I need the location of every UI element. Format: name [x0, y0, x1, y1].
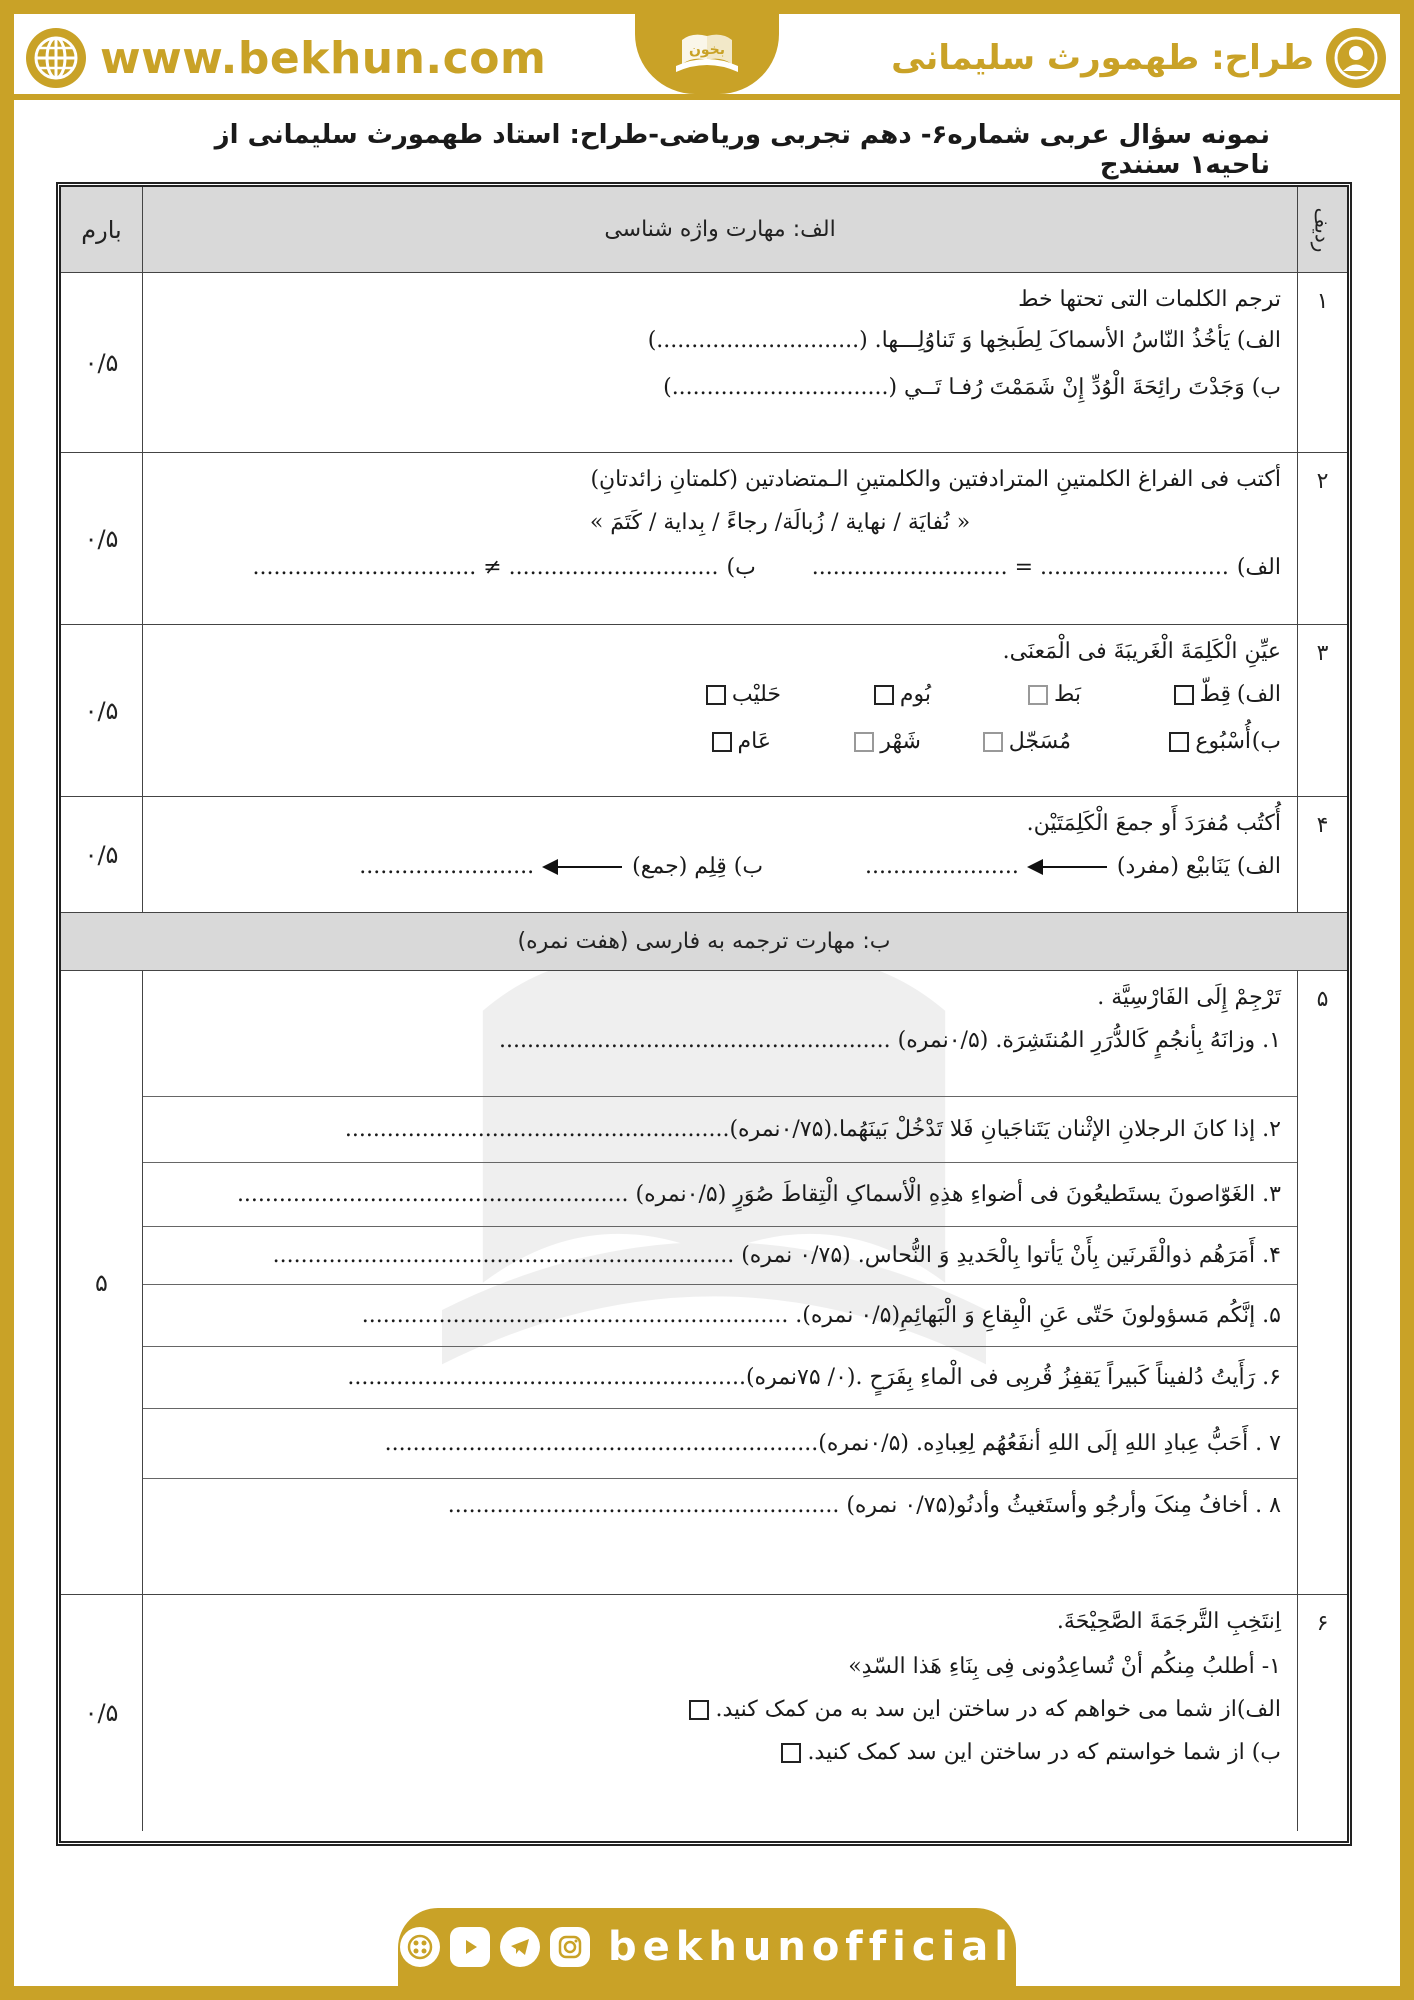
designer-name: طراح: طهمورث سلیمانی — [891, 38, 1314, 78]
item-a: الف) یَنَابیْع (مفرد) — [1116, 854, 1281, 879]
checkbox[interactable] — [712, 732, 732, 752]
answer-a-line: ........................... = ............................ — [811, 555, 1229, 580]
question-prompt: ترجم الکلمات التی تحتها خط — [1018, 287, 1281, 312]
sentence-6: ۶. رَأَیتُ دُلفیناً کَبیراً یَقفِزُ قُربِی فی الْماءِ بِفَرَحٍ .(۰/ ۷۵نمره)......................................................... — [143, 1347, 1297, 1409]
arrow-left-icon — [544, 866, 622, 868]
question-body — [143, 625, 1297, 796]
sentence-3: ۳. الغَوّاصونَ یستَطیعُونَ فی أضواءِ هذِهِ الْأسماکِ الْتِقاطَ صُوَرٍ (۰/۵نمره) ........................................................ — [143, 1163, 1297, 1227]
choice-a[interactable]: الف)از شما می خواهم که در ساختن این سد به من کمک کنید. — [159, 1693, 1281, 1726]
site-link[interactable] — [26, 26, 546, 90]
sentence: ۱- أطلبُ مِنکُم أنْ تُساعِدُونی فِی بِنَاءِ هَذا السّدِ» — [848, 1654, 1281, 1679]
checkbox[interactable] — [1028, 685, 1048, 705]
question-body — [143, 453, 1297, 624]
word-bank: « نُفایَة / نهایة / زُبالَة/ رجاءً / بِدایة / کَتَمَ » — [589, 510, 971, 535]
header-num: ردیف — [1297, 187, 1347, 272]
section-b-band — [61, 913, 1347, 971]
question-body — [143, 1595, 1297, 1831]
answer-b-line: .............................. ≠ ................................ — [252, 555, 719, 580]
question-body — [143, 971, 1297, 1594]
checkbox[interactable] — [983, 732, 1003, 752]
question-score: ۰/۵ — [61, 1595, 143, 1831]
designer-credit — [891, 26, 1386, 90]
answer-b-label: ب) — [726, 555, 756, 580]
question-number: ۶ — [1297, 1595, 1347, 1831]
option-b3[interactable]: شَهْر — [771, 727, 921, 758]
checkbox[interactable] — [1169, 732, 1189, 752]
question-prompt: اِنتَخِبِ التَّرجَمَةَ الصَّحِیْحَةَ. — [1056, 1609, 1281, 1634]
question-prompt: أکتب فی الفراغ الکلمتینِ المترادفتین والکلمتینِ الـمتضادتین (کلمتانِ زائدتانِ) — [590, 467, 1281, 492]
item-a: الف) یَأخُذُ النّاسُ الأسماکَ لِطَبخِها وَ تَناوُلِـــها. (.............................) — [647, 328, 1281, 353]
option-b1[interactable]: أُسْبُوع — [1071, 727, 1251, 758]
aparat-icon[interactable] — [400, 1927, 440, 1967]
user-icon — [1326, 28, 1386, 88]
item-b: ب) قِلِم (جمع) — [632, 854, 764, 879]
exam-title: نمونه سؤال عربی شماره۶- دهم تجربی وریاضی-طراح: استاد طهمورث سلیمانی از ناحیه۱ سنندج — [214, 120, 1270, 180]
sentence-2: ۲. إذا کانَ الرجلانِ الإثْنان یَتَناجَیانِ فَلا تَدْخُلْ بَینَهُما.(۰/۷۵نمره)....................................................... — [143, 1097, 1297, 1163]
option-a4[interactable]: حَلیْب — [631, 680, 781, 711]
header-score: بارم — [61, 187, 143, 272]
option-a3[interactable]: بُوم — [781, 680, 931, 711]
question-number: ۲ — [1297, 453, 1347, 624]
question-number: ۴ — [1297, 797, 1347, 912]
question-score: ۰/۵ — [61, 797, 143, 912]
question-number: ۱ — [1297, 273, 1347, 452]
exam-page — [14, 14, 1400, 1986]
svg-text:بخون: بخون — [688, 42, 726, 58]
exam-table — [56, 182, 1352, 1846]
globe-icon — [26, 28, 86, 88]
dots-b: ......................... — [359, 854, 535, 879]
brand-logo — [635, 14, 779, 94]
option-b4[interactable]: عَام — [621, 727, 771, 758]
options-a — [159, 680, 1281, 711]
question-prompt: أُکتُب مُفرَدَ أَو جمعَ الْکَلِمَتَیْن. — [1026, 811, 1281, 836]
options-b — [159, 727, 1281, 758]
book-logo-icon — [662, 22, 752, 86]
checkbox[interactable] — [854, 732, 874, 752]
answer-row — [159, 850, 1281, 883]
question-number: ۵ — [1297, 971, 1347, 1594]
instagram-icon[interactable] — [550, 1927, 590, 1967]
question-score: ۰/۵ — [61, 625, 143, 796]
options-b-label: ب) — [1251, 728, 1281, 754]
option-a1[interactable]: قِطّ — [1081, 680, 1231, 711]
section-b-label: ب: مهارت ترجمه به فارسی (هفت نمره) — [517, 929, 891, 954]
telegram-icon[interactable] — [500, 1927, 540, 1967]
question-body — [143, 273, 1297, 452]
question-score: ۵ — [61, 971, 143, 1594]
question-score: ۰/۵ — [61, 273, 143, 452]
checkbox[interactable] — [1174, 685, 1194, 705]
arrow-left-icon — [1029, 866, 1107, 868]
youtube-icon[interactable] — [450, 1927, 490, 1967]
question-3 — [61, 625, 1347, 797]
social-footer — [398, 1908, 1016, 1986]
question-body — [143, 797, 1297, 912]
question-number: ۳ — [1297, 625, 1347, 796]
q5-prompt-block — [143, 971, 1297, 1097]
question-1 — [61, 273, 1347, 453]
choice-b[interactable]: ب) از شما خواستم که در ساختن این سد کمک کنید. — [159, 1736, 1281, 1769]
top-banner — [14, 14, 1400, 100]
question-prompt: عیِّنِ الْکَلِمَةَ الْغَریبَةَ فی الْمَعنَی. — [1002, 639, 1281, 664]
checkbox[interactable] — [689, 1700, 709, 1720]
answer-a-label: الف) — [1236, 555, 1281, 580]
options-a-label: الف) — [1236, 682, 1281, 707]
checkbox[interactable] — [706, 685, 726, 705]
sentence-1: ۱. وزانَهُ بِأنجُمٍ کَالدُّرَرِ المُنتَشِرَة. (۰/۵نمره) ........................................................ — [499, 1028, 1281, 1053]
checkbox[interactable] — [874, 685, 894, 705]
item-b: ب) وَجَدْتَ رائِحَةَ الْوُدِّ إِنْ شَمَمْتَ رُفـا تَــي (...............................) — [663, 375, 1281, 400]
question-5 — [61, 971, 1347, 1595]
question-score: ۰/۵ — [61, 453, 143, 624]
question-prompt: تَرْجِمْ إِلَی الفَارْسِیَّة . — [1097, 985, 1281, 1010]
table-header — [61, 187, 1347, 273]
answer-lines — [159, 551, 1281, 584]
sentence-5: ۵. إنَّکُم مَسؤولونَ حَتّی عَنِ الْبِقاعِ وَ الْبَهائِمِ(۰/۵ نمره). ............................................................. — [143, 1285, 1297, 1347]
sentence-8: ۸ . أخافُ مِنکَ وأرجُو وأستَغیثُ وأدنُو(۰/۷۵ نمره) ........................................................ — [447, 1493, 1281, 1518]
header-section: الف: مهارت واژه شناسی — [604, 217, 836, 242]
question-4 — [61, 797, 1347, 913]
sentence-7: ۷ . أَحَبُّ عِبادِ اللهِ إلَی اللهِ أنفَعُهُم لِعِبادِه. (۰/۵نمره).............................................................. — [143, 1409, 1297, 1479]
option-a2[interactable]: بَط — [931, 680, 1081, 711]
question-2 — [61, 453, 1347, 625]
checkbox[interactable] — [781, 1743, 801, 1763]
option-b2[interactable]: مُسَجّل — [921, 727, 1071, 758]
dots-a: ...................... — [865, 854, 1019, 879]
social-handle[interactable]: bekhunofficial — [608, 1924, 1014, 1970]
sentence-4: ۴. أَمَرَهُم ذوالْقَرنَین بِأَنْ یَأتوا بِالْحَدیدِ وَ النُّحاس. (۰/۷۵ نمره) .................................................................. — [143, 1227, 1297, 1285]
question-6 — [61, 1595, 1347, 1831]
site-url[interactable]: www.bekhun.com — [100, 32, 547, 84]
